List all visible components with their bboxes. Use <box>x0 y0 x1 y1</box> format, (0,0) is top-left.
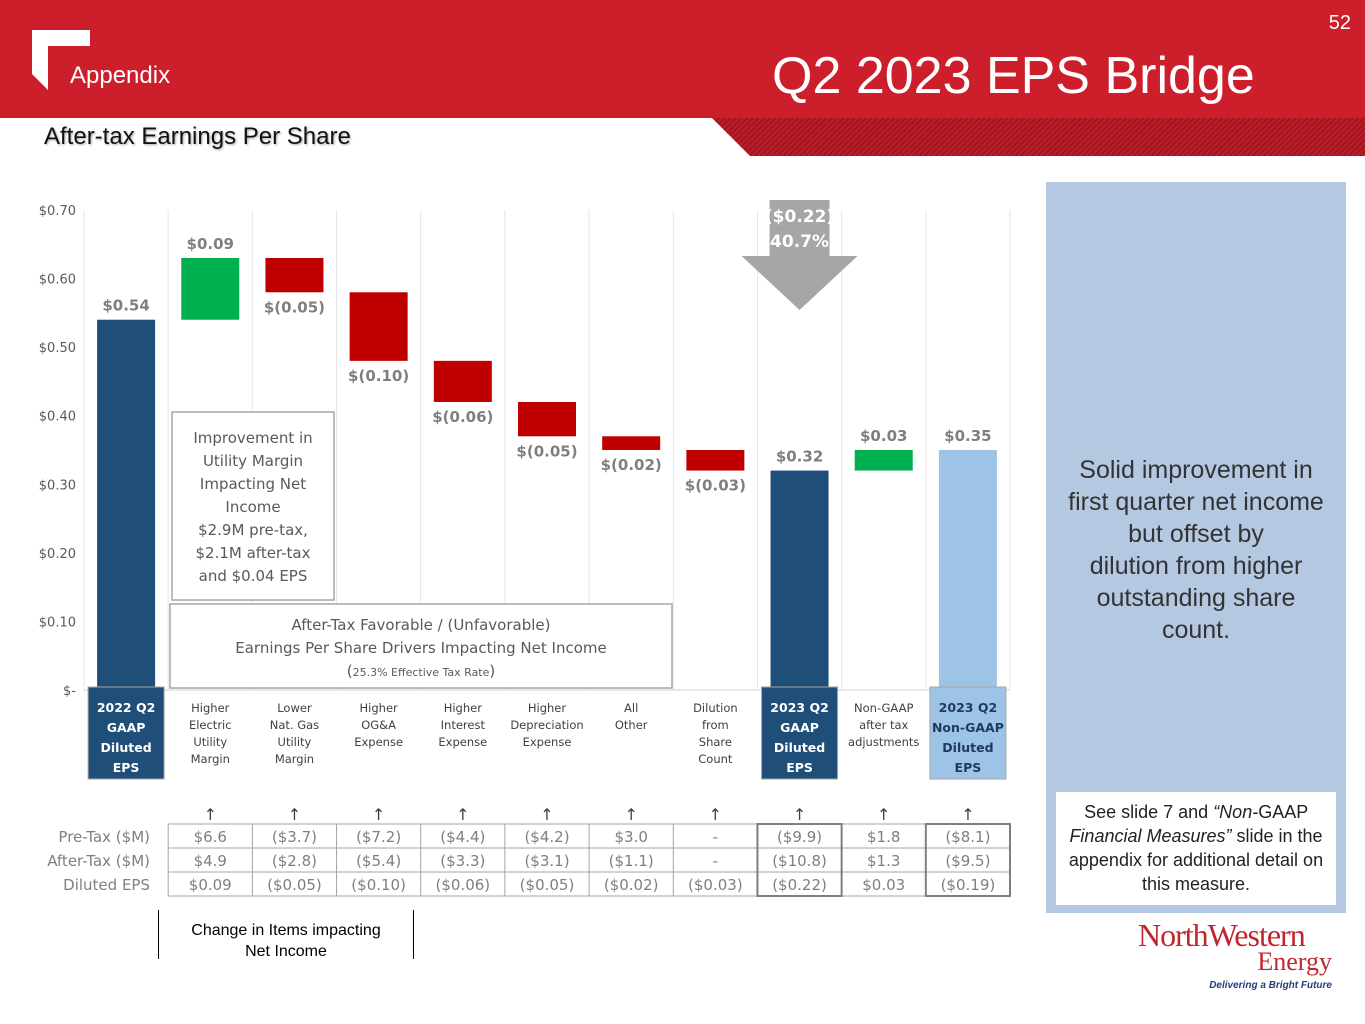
category-label: Higher <box>359 701 398 715</box>
note-text-2: GAAP <box>1258 802 1308 822</box>
table-cell: ($4.4) <box>440 828 486 846</box>
category-label: EPS <box>786 760 813 775</box>
table-cell: ($4.2) <box>524 828 570 846</box>
tax-rate-part: ( <box>346 662 353 680</box>
up-arrow-icon: ↑ <box>877 805 891 824</box>
table-cell: ($3.7) <box>271 828 318 846</box>
table-cell: $6.6 <box>193 828 227 846</box>
brand-tagline: Delivering a Bright Future <box>1209 980 1332 991</box>
table-cell: ($0.06) <box>435 876 491 894</box>
category-label: EPS <box>954 760 982 775</box>
category-label: Higher <box>527 701 567 715</box>
category-label: 2023 Q2 <box>938 700 998 715</box>
side-panel-line: count. <box>1161 616 1231 644</box>
up-arrow-icon: ↑ <box>792 805 807 824</box>
category-label: 2022 Q2 <box>96 700 156 715</box>
table-cell: - <box>712 852 719 870</box>
up-arrow-icon: ↑ <box>961 805 975 824</box>
category-label: All <box>624 701 639 715</box>
table-cell: $4.9 <box>193 852 227 870</box>
category-label: Count <box>698 752 733 766</box>
company-logo <box>1138 917 1338 991</box>
bar-data-label: $0.54 <box>102 296 150 315</box>
slide-subtitle: After-tax Earnings Per Share <box>44 123 351 150</box>
bar <box>518 402 576 436</box>
category-label: Electric <box>188 718 232 732</box>
up-arrow-icon: ↑ <box>708 805 723 824</box>
table-cell: ($9.5) <box>945 852 991 870</box>
drivers-annotation-line: After-Tax Favorable / (Unfavorable) <box>291 616 551 634</box>
tax-rate-part: ) <box>489 662 496 680</box>
bar <box>350 292 408 361</box>
up-arrow-icon: ↑ <box>456 805 470 824</box>
table-cell: ($3.3) <box>440 852 486 870</box>
margin-annotation-line: Improvement in <box>193 429 313 447</box>
category-label: Utility <box>277 735 312 749</box>
category-label: OG&A <box>361 718 397 732</box>
category-label: from <box>701 718 729 732</box>
change-callout-text: ($0.22) <box>764 207 835 227</box>
side-panel-line: but offset by <box>1128 520 1264 548</box>
up-arrow-icon: ↑ <box>287 805 302 824</box>
note-text-1: See slide 7 and <box>1084 802 1214 822</box>
bar-data-label: $(0.05) <box>263 298 326 317</box>
bar <box>771 471 829 690</box>
category-label: Margin <box>274 752 315 766</box>
category-label: EPS <box>112 760 140 775</box>
table-cell: ($3.1) <box>524 852 570 870</box>
category-label: Other <box>614 718 648 732</box>
table-cell: - <box>712 828 719 846</box>
category-label: GAAP <box>780 720 819 735</box>
margin-annotation-line: $2.1M after-tax <box>195 544 311 562</box>
table-cell: ($2.8) <box>271 852 318 870</box>
bar-data-label: $0.03 <box>860 427 908 445</box>
table-cell: $1.8 <box>867 828 901 846</box>
bar <box>181 258 239 320</box>
y-tick-label: $0.70 <box>38 204 76 219</box>
bar-data-label: $(0.10) <box>348 366 410 385</box>
y-tick-label: $0.40 <box>38 409 76 425</box>
category-label: Utility <box>193 735 228 749</box>
bar <box>97 320 155 690</box>
table-cell: ($10.8) <box>772 852 827 870</box>
table-cell: ($7.2) <box>356 828 402 846</box>
category-label: GAAP <box>106 720 146 735</box>
category-label: Diluted <box>942 740 994 755</box>
up-arrow-icon: ↑ <box>203 805 217 824</box>
table-cell: $0.03 <box>862 876 906 894</box>
margin-annotation-line: $2.9M pre-tax, <box>198 521 308 539</box>
table-cell: ($0.03) <box>688 876 743 894</box>
table-cell: ($0.05) <box>519 876 575 894</box>
section-label: Appendix <box>70 62 171 89</box>
up-arrow-icon: ↑ <box>371 805 386 824</box>
bar-data-label: $0.35 <box>944 427 992 445</box>
margin-annotation-line: Income <box>225 498 281 516</box>
bar-data-label: $0.32 <box>775 447 824 466</box>
category-label: adjustments <box>848 735 920 749</box>
side-panel-line: dilution from higher <box>1089 552 1303 580</box>
y-tick-label: $0.60 <box>38 272 76 288</box>
bar <box>602 436 660 450</box>
bar-data-label: $(0.03) <box>684 476 746 495</box>
bar <box>434 361 492 402</box>
category-label: Lower <box>277 701 312 715</box>
table-row-label: After-Tax ($M) <box>47 852 150 870</box>
table-cell: ($8.1) <box>945 828 991 846</box>
slide-title: Q2 2023 EPS Bridge <box>772 47 1255 105</box>
margin-annotation-line: Utility Margin <box>202 452 304 470</box>
category-label: 2023 Q2 <box>770 700 829 715</box>
category-label: Expense <box>438 735 488 749</box>
drivers-annotation-line: Earnings Per Share Drivers Impacting Net Income <box>235 639 607 657</box>
category-label: Diluted <box>773 740 826 755</box>
category-label: Expense <box>522 735 572 749</box>
non-gaap-note <box>1056 792 1336 905</box>
eps-bridge-chart <box>0 170 1040 910</box>
up-arrow-icon: ↑ <box>540 805 554 824</box>
side-panel <box>1046 182 1346 913</box>
category-label: Depreciation <box>510 718 584 732</box>
change-items-box <box>158 910 414 959</box>
category-label: Dilution <box>693 701 738 715</box>
side-panel-line: outstanding share <box>1096 584 1296 612</box>
change-items-line-2: Net Income <box>245 943 327 960</box>
table-cell: ($0.10) <box>351 876 406 894</box>
note-italic-1: “Non- <box>1213 802 1259 822</box>
table-cell: ($5.4) <box>356 852 402 870</box>
category-label: Interest <box>440 718 485 732</box>
table-row-label: Pre-Tax ($M) <box>58 828 150 846</box>
change-callout-text: (40.7%) <box>762 232 837 252</box>
category-label: Expense <box>354 735 404 749</box>
table-cell: ($0.22) <box>772 876 827 894</box>
bar <box>855 450 913 471</box>
category-label: Higher <box>443 701 482 715</box>
side-panel-line: first quarter net income <box>1068 488 1324 516</box>
tax-rate-part: 25.3% Effective Tax Rate <box>352 666 490 679</box>
page-number: 52 <box>1328 12 1351 34</box>
category-label: Diluted <box>100 740 152 755</box>
y-tick-label: $0.30 <box>38 478 76 494</box>
table-cell: $3.0 <box>614 828 648 846</box>
brand-energy: Energy <box>1257 947 1332 976</box>
table-cell: ($0.02) <box>603 876 659 894</box>
table-cell: ($9.9) <box>776 828 823 846</box>
bar-data-label: $(0.02) <box>600 456 662 474</box>
bar <box>686 450 744 471</box>
up-arrow-icon: ↑ <box>624 805 638 824</box>
category-label: Margin <box>190 752 230 766</box>
category-label: Non-GAAP <box>931 720 1004 735</box>
category-label: Nat. Gas <box>269 718 320 732</box>
y-tick-label: $0.20 <box>38 546 76 562</box>
table-cell: $0.09 <box>188 876 232 894</box>
category-label: Share <box>698 735 732 749</box>
y-tick-label: $0.50 <box>38 341 76 357</box>
note-text-3: slide in the appendix for additional detail on this measure. <box>1068 826 1324 894</box>
change-items-line-1: Change in Items impacting <box>191 922 381 939</box>
side-panel-text <box>1056 454 1336 646</box>
category-label: Higher <box>191 701 230 715</box>
category-label: after tax <box>859 718 909 732</box>
bar <box>939 450 997 690</box>
bar-data-label: $(0.06) <box>432 408 494 426</box>
table-cell: ($1.1) <box>608 852 654 870</box>
table-cell: ($0.05) <box>267 876 322 894</box>
margin-annotation-line: Impacting Net <box>199 475 307 493</box>
table-row-label: Diluted EPS <box>63 876 150 894</box>
side-panel-line: Solid improvement in <box>1079 456 1313 484</box>
bar-data-label: $(0.05) <box>516 442 578 461</box>
table-cell: $1.3 <box>867 852 901 870</box>
y-tick-label: $0.10 <box>38 615 76 631</box>
bar <box>265 258 323 292</box>
note-italic-2: Financial Measures” <box>1069 826 1232 846</box>
brand-name: NorthWestern <box>1138 917 1305 953</box>
category-label: Non-GAAP <box>854 701 914 715</box>
y-tick-label: $- <box>63 684 76 699</box>
table-cell: ($0.19) <box>940 876 996 894</box>
bar-data-label: $0.09 <box>186 235 234 253</box>
margin-annotation-line: and $0.04 EPS <box>198 567 308 585</box>
